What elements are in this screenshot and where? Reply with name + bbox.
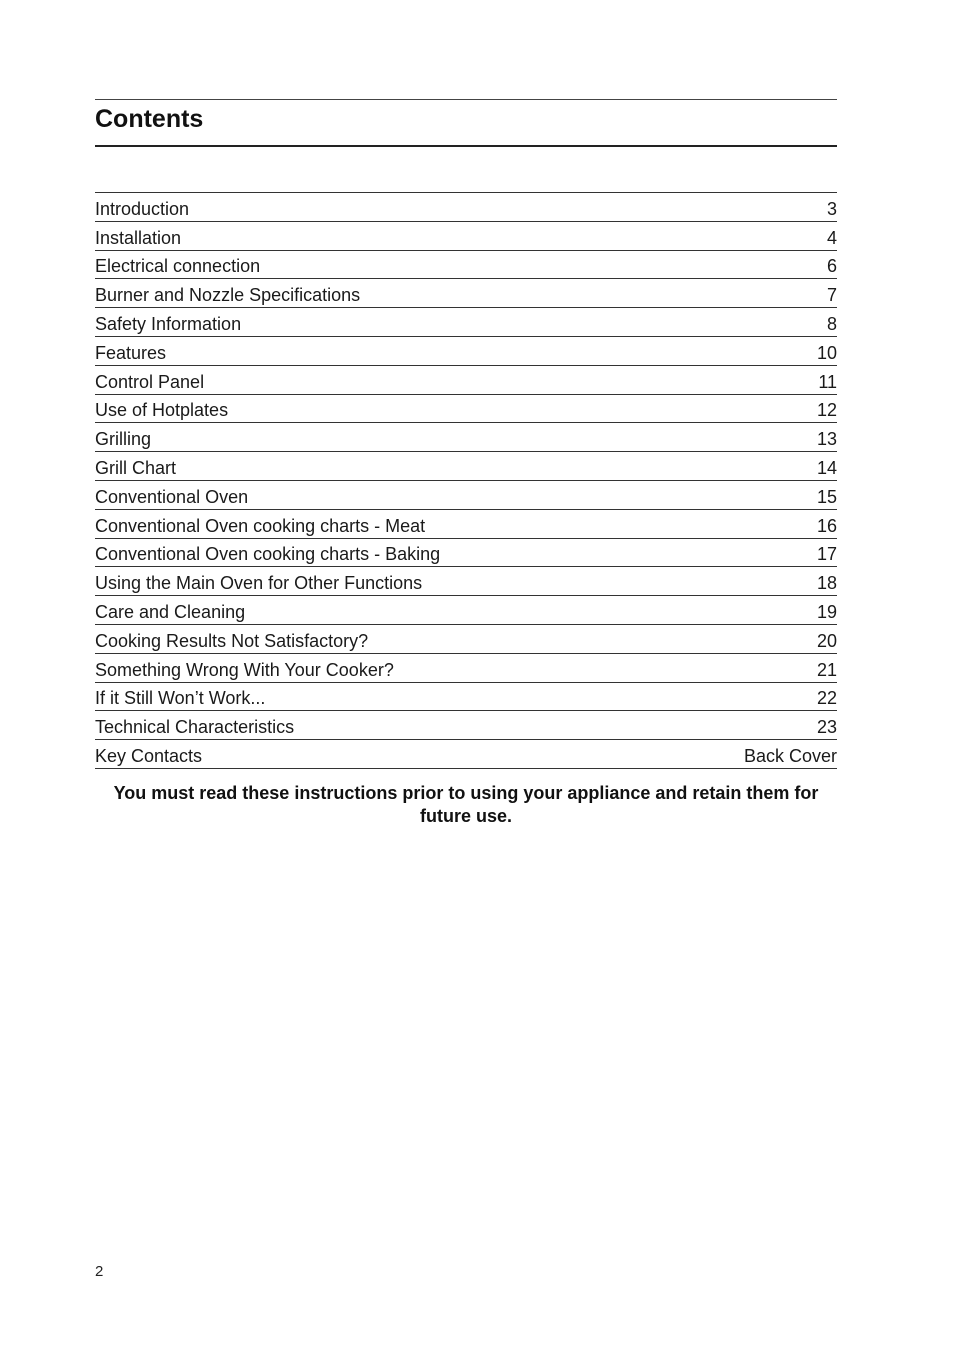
toc-page: 17 — [816, 544, 837, 565]
toc-title: Conventional Oven cooking charts - Baking — [95, 544, 441, 565]
toc-row — [95, 279, 837, 308]
toc-title: Safety Information — [95, 313, 242, 334]
toc-row — [95, 366, 837, 395]
toc-row — [95, 567, 837, 596]
toc-title: Care and Cleaning — [95, 601, 246, 622]
top-rule — [95, 99, 837, 100]
toc-title: Cooking Results Not Satisfactory? — [95, 630, 369, 651]
toc-row — [95, 596, 837, 625]
toc-row — [95, 308, 837, 337]
toc-row — [95, 222, 837, 251]
toc-title: Features — [95, 342, 167, 363]
toc-row — [95, 539, 837, 568]
toc-title: Grilling — [95, 429, 152, 450]
toc-row — [95, 193, 837, 222]
toc-row — [95, 423, 837, 452]
toc-row — [95, 654, 837, 683]
toc-row — [95, 740, 837, 769]
toc-page: 11 — [818, 371, 837, 392]
toc-page: Back Cover — [743, 745, 837, 766]
page-number: 2 — [95, 1263, 104, 1280]
toc-page: 18 — [816, 573, 837, 594]
toc-title: Using the Main Oven for Other Functions — [95, 573, 423, 594]
toc-row — [95, 251, 837, 280]
toc-page: 6 — [826, 256, 837, 277]
page-title: Contents — [95, 105, 204, 133]
toc-title: Technical Characteristics — [95, 717, 295, 738]
toc-page: 15 — [816, 486, 837, 507]
toc-page: 10 — [816, 342, 837, 363]
toc-title: Key Contacts — [95, 745, 203, 766]
toc-title: Electrical connection — [95, 256, 261, 277]
toc-row — [95, 510, 837, 539]
toc-title: Something Wrong With Your Cooker? — [95, 659, 394, 680]
table-of-contents — [95, 192, 837, 769]
toc-row — [95, 711, 837, 740]
toc-title: Grill Chart — [95, 457, 177, 478]
toc-title: Control Panel — [95, 371, 205, 392]
toc-title: Burner and Nozzle Specifications — [95, 285, 361, 306]
toc-page: 22 — [816, 688, 837, 709]
usage-notice: You must read these instructions prior to using your appliance and retain them for future use. — [113, 783, 819, 826]
toc-row — [95, 481, 837, 510]
toc-page: 16 — [816, 515, 837, 536]
toc-title: Conventional Oven cooking charts - Meat — [95, 515, 426, 536]
toc-page: 8 — [826, 313, 837, 334]
toc-page: 21 — [816, 659, 837, 680]
title-rule — [95, 145, 837, 147]
toc-page: 14 — [816, 457, 837, 478]
toc-title: Introduction — [95, 198, 190, 219]
toc-page: 19 — [816, 601, 837, 622]
toc-page: 3 — [826, 198, 837, 219]
toc-title: Conventional Oven — [95, 486, 249, 507]
toc-row — [95, 452, 837, 481]
toc-title: If it Still Won’t Work... — [95, 688, 266, 709]
toc-page: 4 — [826, 227, 837, 248]
toc-page: 12 — [816, 400, 837, 421]
toc-row — [95, 683, 837, 712]
toc-title: Use of Hotplates — [95, 400, 229, 421]
toc-row — [95, 337, 837, 366]
toc-page: 20 — [816, 630, 837, 651]
toc-page: 13 — [816, 429, 837, 450]
toc-page: 23 — [816, 717, 837, 738]
toc-row — [95, 395, 837, 424]
toc-page: 7 — [826, 285, 837, 306]
toc-row — [95, 625, 837, 654]
toc-title: Installation — [95, 227, 182, 248]
